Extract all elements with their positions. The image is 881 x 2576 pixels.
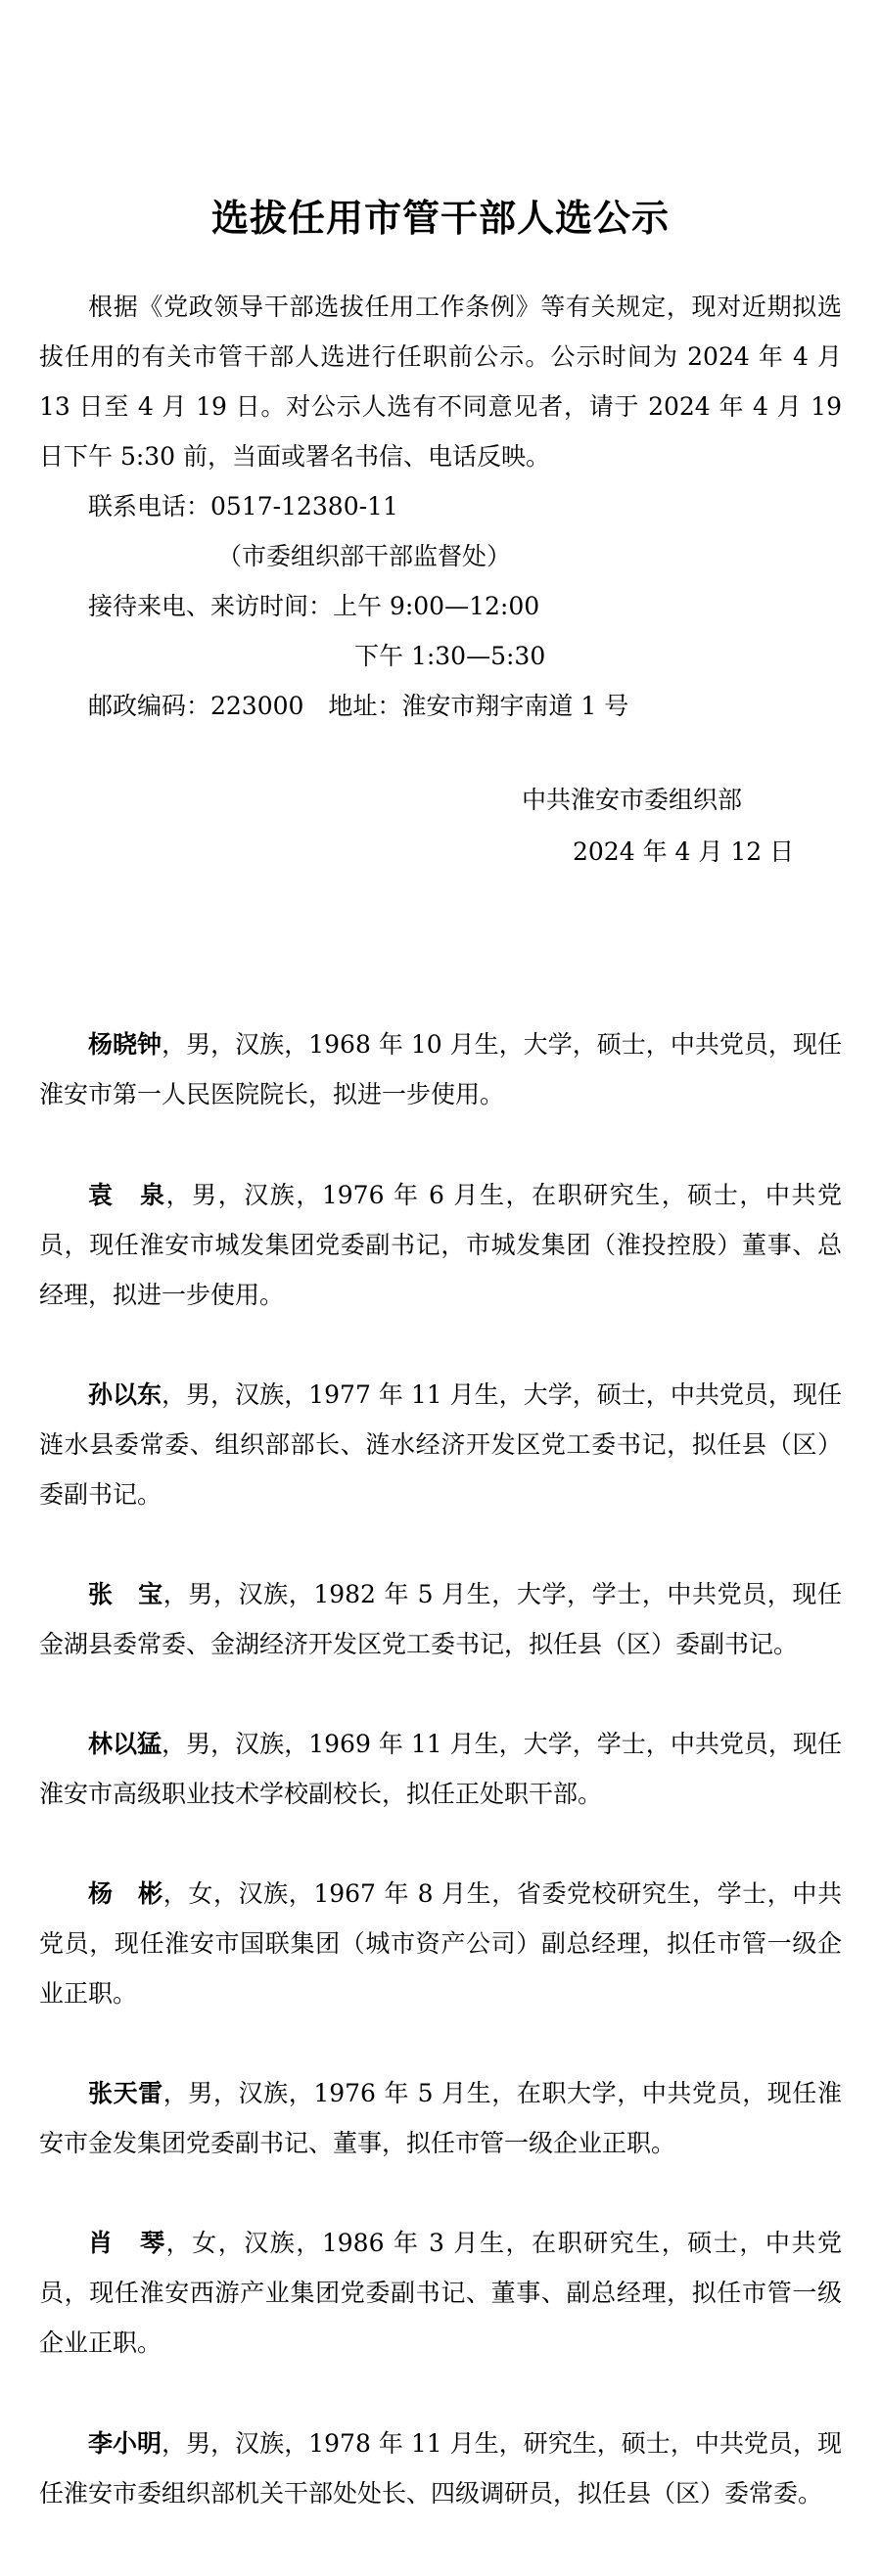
candidate-entry xyxy=(39,1569,842,1669)
candidate-name: 孙以东 xyxy=(88,1380,162,1409)
candidate-details: ，女，汉族，1967 年 8 月生，省委党校研究生，学士，中共党员，现任淮安市国联集团（城市资产公司）副总经理，拟任市管一级企业正职。 xyxy=(39,1879,842,2008)
candidate-name: 杨 彬 xyxy=(88,1879,163,1908)
issue-date: 2024 年 4 月 12 日 xyxy=(573,837,795,866)
candidate-details: ，男，汉族，1968 年 10 月生，大学，硕士，中共党员，现任淮安市第一人民医院院长，拟进一步使用。 xyxy=(39,1030,842,1108)
contact-department: （市委组织部干部监督处） xyxy=(217,542,512,570)
reception-hours-morning: 接待来电、来访时间：上午 9:00—12:00 xyxy=(88,592,540,620)
page-title: 选拔任用市管干部人选公示 xyxy=(210,197,670,240)
issuer: 中共淮安市委组织部 xyxy=(522,786,743,814)
candidate-entry xyxy=(39,1719,842,1819)
candidate-details: ，男，汉族，1969 年 11 月生，大学，学士，中共党员，现任淮安市高级职业技术学校副校长，拟任正处职干部。 xyxy=(39,1730,842,1808)
candidate-details: ，男，汉族，1978 年 11 月生，研究生，硕士，中共党员，现任淮安市委组织部机关干部处处长、四级调研员，拟任县（区）委常委。 xyxy=(39,2429,842,2508)
contact-phone: 联系电话：0517-12380-11 xyxy=(88,492,398,520)
intro-paragraph: 根据《党政领导干部选拔任用工作条例》等有关规定，现对近期拟选拔任用的有关市管干部人选进行任职前公示。公示时间为 2024 年 4 月 13 日至 4 月 19 日。对公示人选有不同意见者，请于 2024 年 4 月 19 日下午 5:30 前，当面或署名书信、电话反映。 xyxy=(39,293,842,471)
candidate-details: ，男，汉族，1982 年 5 月生，大学，学士，中共党员，现任金湖县委常委、金湖经济开发区党工委书记，拟任县（区）委副书记。 xyxy=(39,1580,842,1658)
candidate-name: 杨晓钟 xyxy=(88,1030,162,1059)
candidate-details: ，男，汉族，1976 年 6 月生，在职研究生，硕士，中共党员，现任淮安市城发集团党委副书记，市城发集团（淮投控股）董事、总经理，拟进一步使用。 xyxy=(39,1181,842,1309)
candidate-entry xyxy=(39,2218,842,2368)
candidate-name: 肖 琴 xyxy=(88,2229,166,2257)
candidate-entry xyxy=(39,2068,842,2168)
candidate-name: 袁 泉 xyxy=(88,1181,166,1209)
candidate-entry xyxy=(39,1170,842,1320)
candidate-details: ，女，汉族，1986 年 3 月生，在职研究生，硕士，中共党员，现任淮安西游产业集团党委副书记、董事、副总经理，拟任市管一级企业正职。 xyxy=(39,2229,842,2357)
candidate-entry xyxy=(39,2418,842,2518)
candidate-name: 李小明 xyxy=(88,2429,162,2458)
candidate-entry xyxy=(39,1370,842,1519)
candidate-name: 张天雷 xyxy=(88,2079,163,2107)
reception-hours-afternoon: 下午 1:30—5:30 xyxy=(354,642,546,670)
postal-address: 邮政编码：223000 地址：淮安市翔宇南道 1 号 xyxy=(88,692,629,720)
candidate-name: 张 宝 xyxy=(88,1580,163,1608)
candidate-name: 林以猛 xyxy=(88,1730,162,1758)
candidate-entry xyxy=(39,1869,842,2018)
candidate-details: ，男，汉族，1976 年 5 月生，在职大学，中共党员，现任淮安市金发集团党委副书记、董事，拟任市管一级企业正职。 xyxy=(39,2079,842,2157)
candidate-details: ，男，汉族，1977 年 11 月生，大学，硕士，中共党员，现任涟水县委常委、组织部部长、涟水经济开发区党工委书记，拟任县（区）委副书记。 xyxy=(39,1380,842,1509)
candidate-entry xyxy=(39,1019,842,1119)
